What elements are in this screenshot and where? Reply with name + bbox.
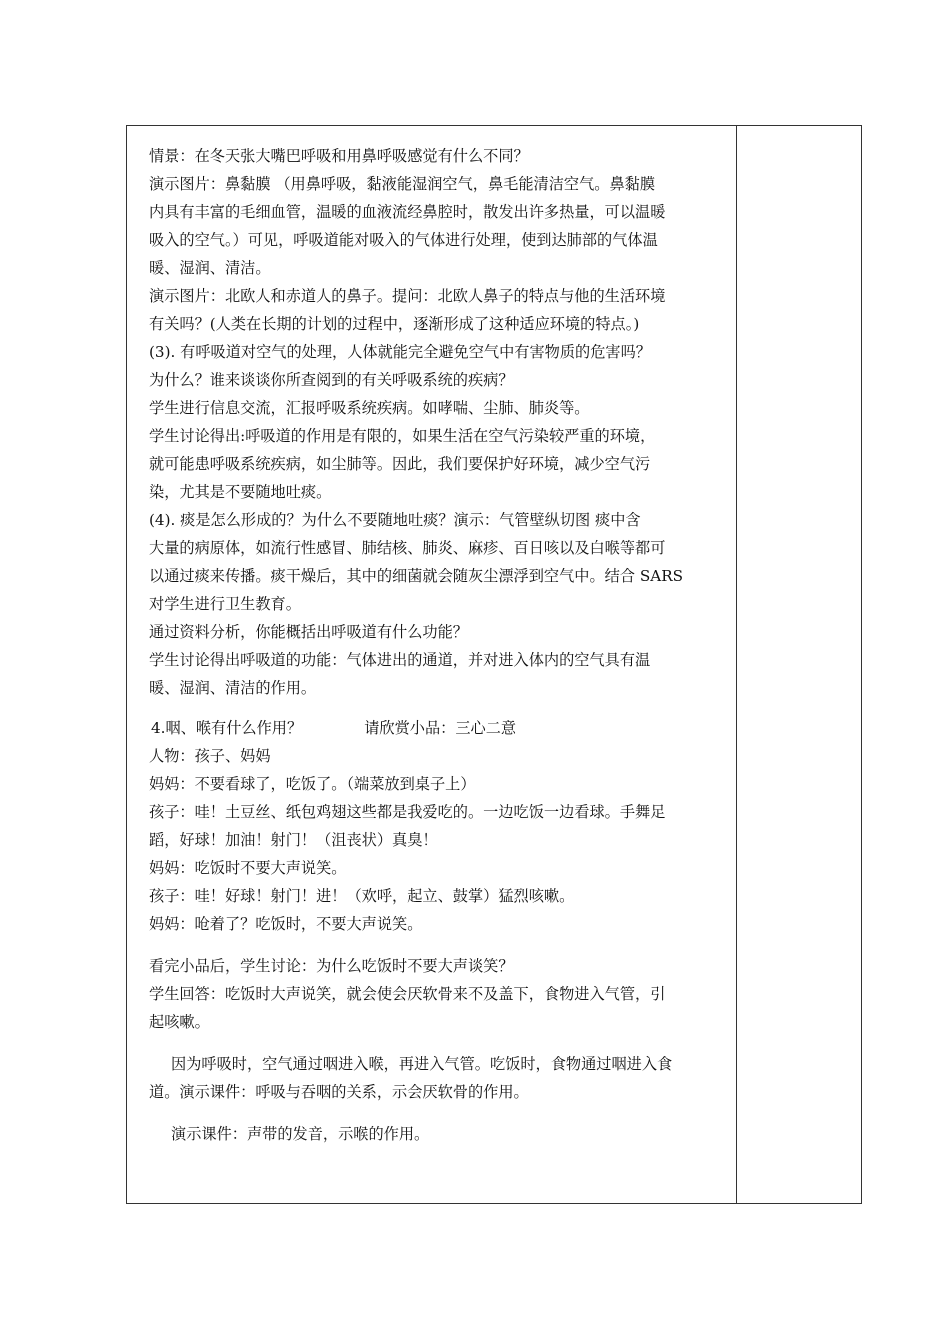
spacer xyxy=(149,1106,729,1120)
lesson-content-cell xyxy=(149,142,729,1148)
text-line: 学生进行信息交流，汇报呼吸系统疾病。如哮喘、尘肺、肺炎等。 xyxy=(149,399,590,417)
text-line: 孩子：哇！土豆丝、纸包鸡翅这些都是我爱吃的。一边吃饭一边看球。手舞足 xyxy=(149,803,666,821)
question-4-line xyxy=(149,714,729,742)
spacer xyxy=(149,938,729,952)
text-line: 起咳嗽。 xyxy=(149,1013,210,1031)
text-line: 演示课件：声带的发音，示喉的作用。 xyxy=(171,1125,430,1143)
text-line: 妈妈：不要看球了，吃饭了。（端菜放到桌子上） xyxy=(149,775,476,793)
text-line: 学生讨论得出:呼吸道的作用是有限的，如果生活在空气污染较严重的环境， xyxy=(149,427,656,445)
text-line: 妈妈：呛着了？吃饭时，不要大声说笑。 xyxy=(149,915,423,933)
text-line: 就可能患呼吸系统疾病，如尘肺等。因此，我们要保护好环境，减少空气污 xyxy=(149,455,651,473)
text-line: 染，尤其是不要随地吐痰。 xyxy=(149,483,332,501)
spacer xyxy=(149,702,729,714)
text-line: 看完小品后，学生讨论：为什么吃饭时不要大声谈笑？ xyxy=(149,957,514,975)
text-line: 孩子：哇！好球！射门！进！（欢呼，起立、鼓掌）猛烈咳嗽。 xyxy=(149,887,575,905)
text-line: 大量的病原体，如流行性感冒、肺结核、肺炎、麻疹、百日咳以及白喉等都可 xyxy=(149,539,666,557)
text-line: 有关吗？(人类在长期的计划的过程中，逐渐形成了这种适应环境的特点。) xyxy=(149,315,640,333)
text-line: 演示图片：北欧人和赤道人的鼻子。提问：北欧人鼻子的特点与他的生活环境 xyxy=(149,287,666,305)
lesson-table xyxy=(126,125,862,1204)
text-line: 演示图片：鼻黏膜 （用鼻呼吸，黏液能湿润空气，鼻毛能清洁空气。鼻黏膜 xyxy=(149,175,656,193)
text-line: 对学生进行卫生教育。 xyxy=(149,595,301,613)
text-line: 情景：在冬天张大嘴巴呼吸和用鼻呼吸感觉有什么不同？ xyxy=(149,147,529,165)
spacer xyxy=(149,1036,729,1050)
text-line: 妈妈：吃饭时不要大声说笑。 xyxy=(149,859,347,877)
text-line: 因为呼吸时，空气通过咽进入喉，再进入气管。吃饭时，食物通过咽进入食 xyxy=(171,1055,673,1073)
text-line: 通过资料分析，你能概括出呼吸道有什么功能？ xyxy=(149,623,468,641)
text-line: 人物：孩子、妈妈 xyxy=(149,747,271,765)
question-4-text: 4.咽、喉有什么作用？ xyxy=(151,719,303,737)
text-line: 蹈，好球！加油！射门！（沮丧状）真臭！ xyxy=(149,831,438,849)
text-line: (3). 有呼吸道对空气的处理，人体就能完全避免空气中有害物质的危害吗？ xyxy=(149,343,651,361)
text-line: 道。演示课件：呼吸与吞咽的关系，示会厌软骨的作用。 xyxy=(149,1083,529,1101)
column-divider xyxy=(736,126,737,1203)
text-line: 为什么？谁来谈谈你所查阅到的有关呼吸系统的疾病？ xyxy=(149,371,514,389)
text-line: 内具有丰富的毛细血管，温暖的血液流经鼻腔时，散发出许多热量，可以温暖 xyxy=(149,203,666,221)
text-line: 吸入的空气。）可见，呼吸道能对吸入的气体进行处理，使到达肺部的气体温 xyxy=(149,231,658,249)
text-line: 暖、湿润、清洁的作用。 xyxy=(149,679,317,697)
text-line: 学生回答：吃饭时大声说笑，就会使会厌软骨来不及盖下，食物进入气管，引 xyxy=(149,985,666,1003)
text-line: 暖、湿润、清洁。 xyxy=(149,259,271,277)
text-line: 学生讨论得出呼吸道的功能：气体进出的通道，并对进入体内的空气具有温 xyxy=(149,651,651,669)
text-line: (4). 痰是怎么形成的？为什么不要随地吐痰？演示：气管壁纵切图 痰中含 xyxy=(149,511,641,529)
text-line: 以通过痰来传播。痰干燥后，其中的细菌就会随灰尘漂浮到空气中。结合 SARS xyxy=(149,567,684,585)
skit-intro-text: 请欣赏小品：三心二意 xyxy=(364,719,517,737)
